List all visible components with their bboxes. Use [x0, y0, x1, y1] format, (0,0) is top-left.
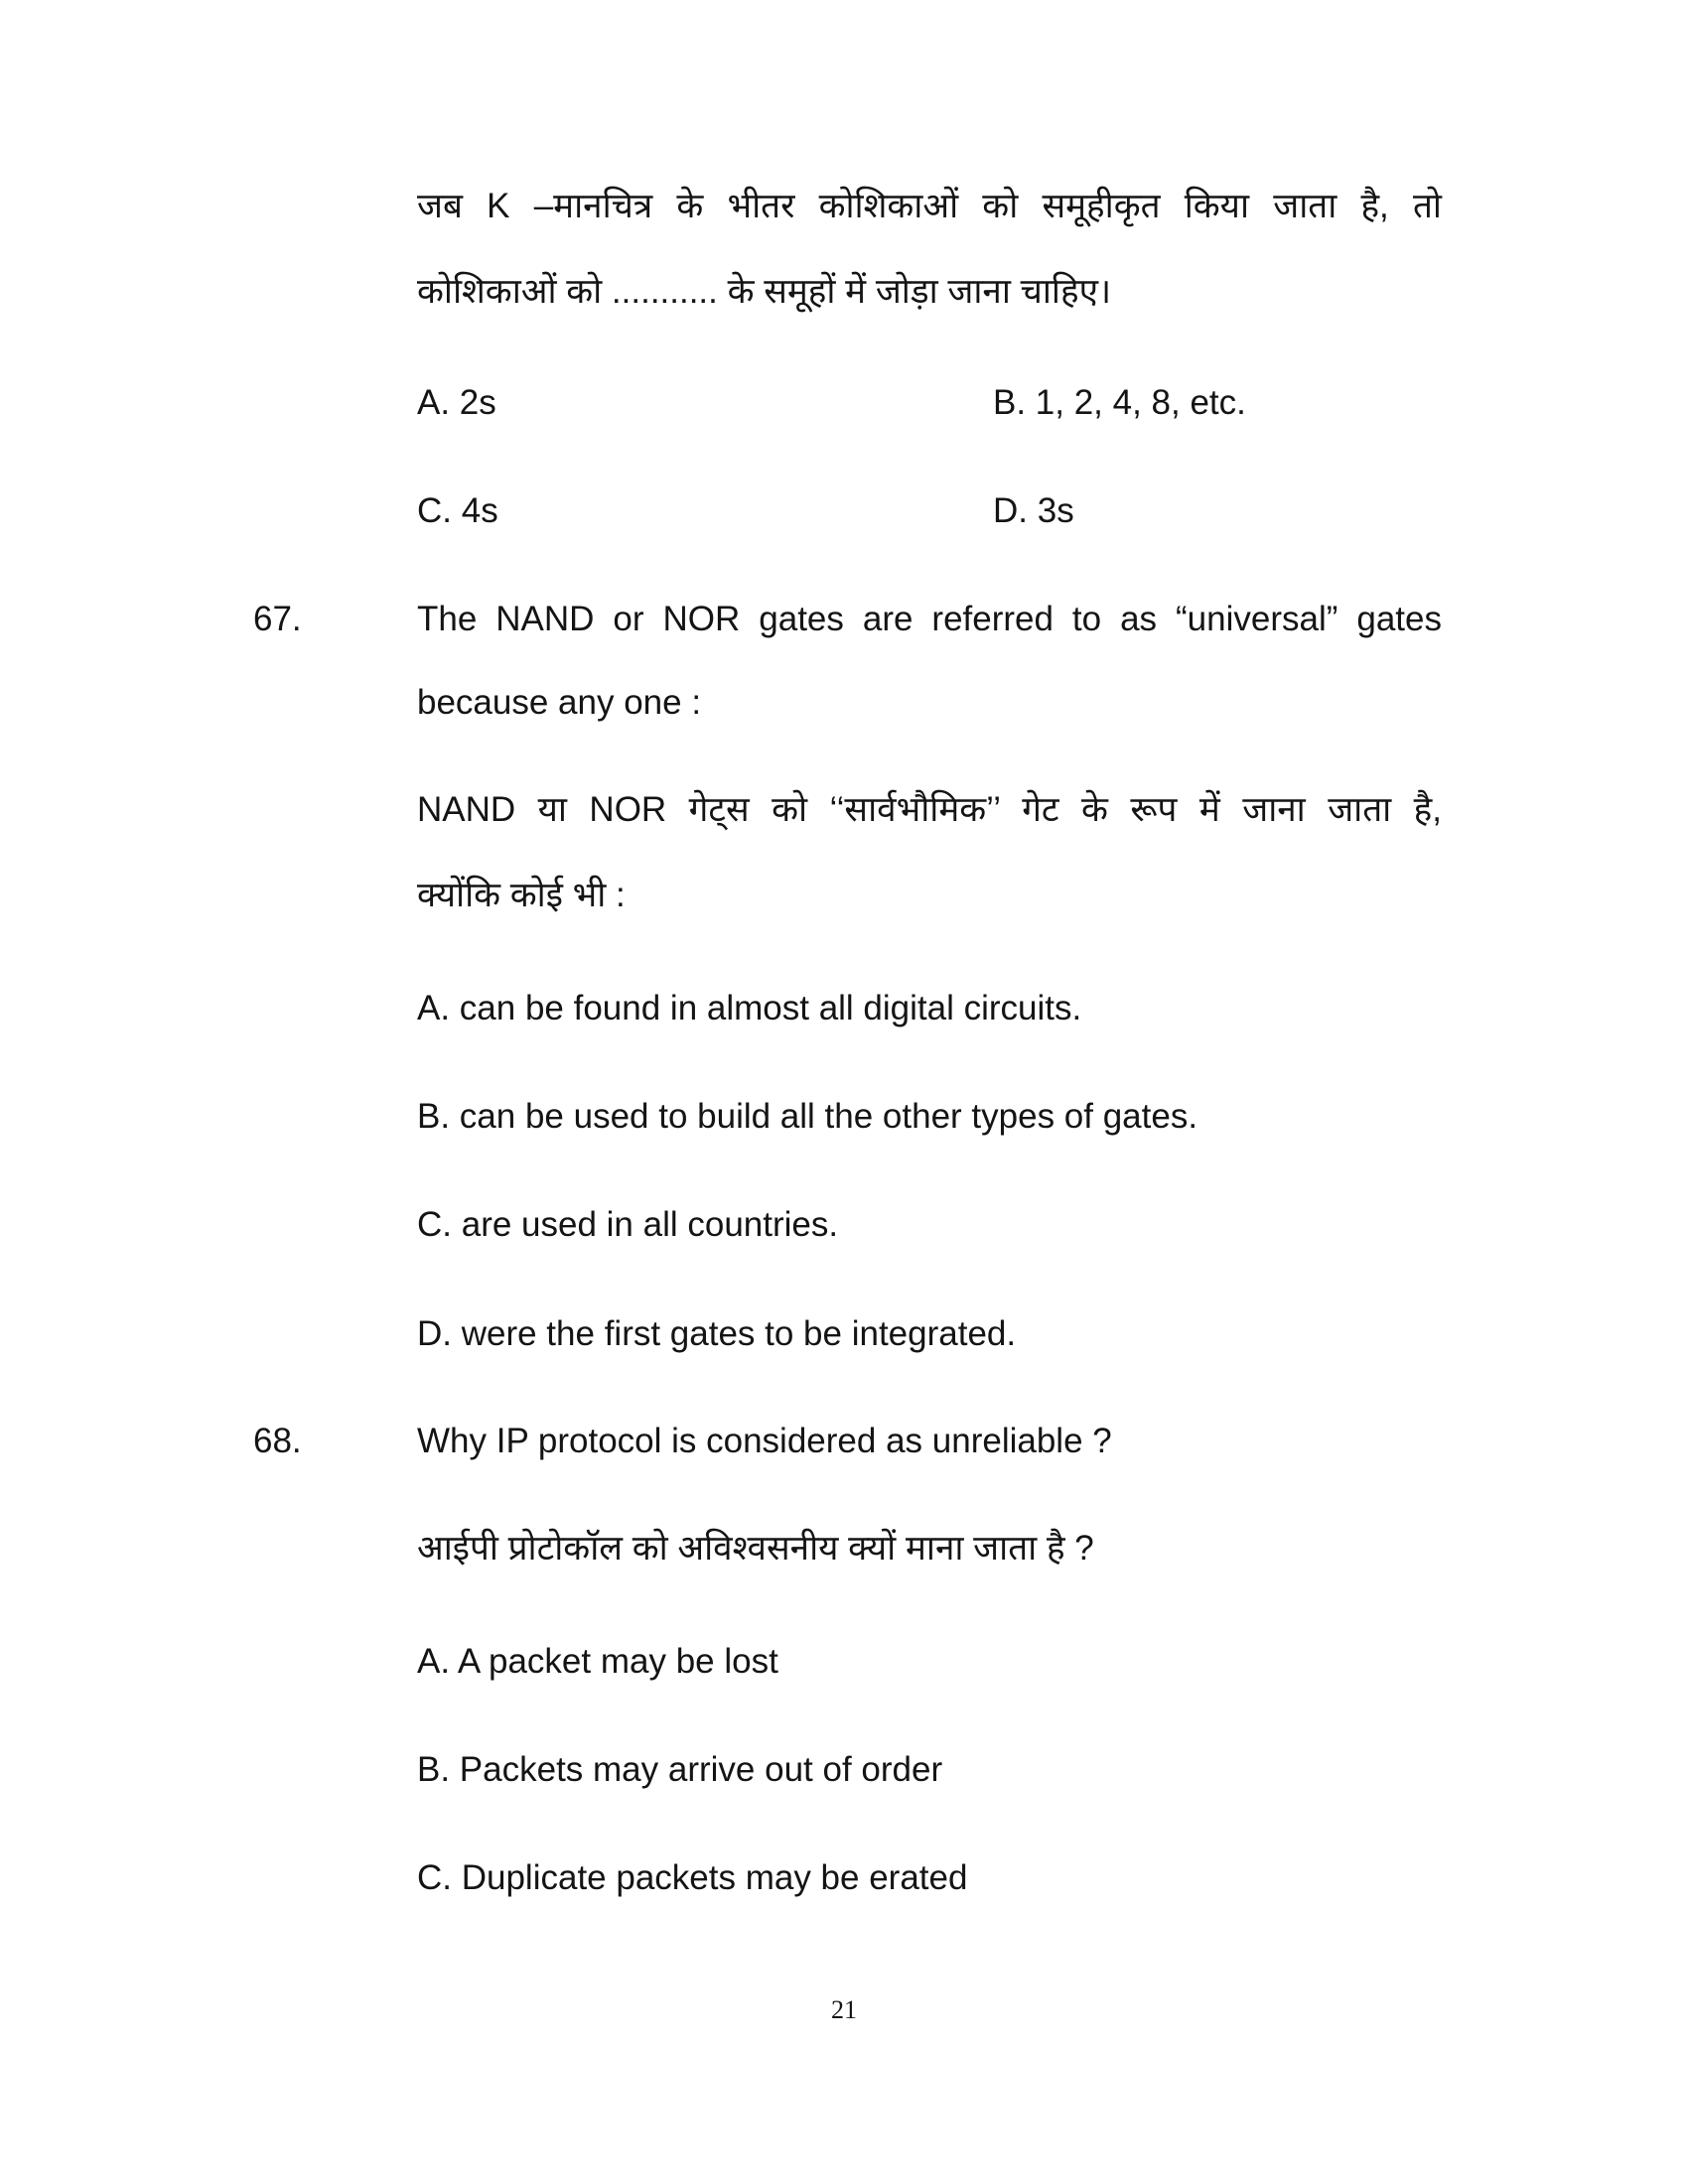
q68-option-a: A. A packet may be lost [417, 1642, 778, 1681]
q68-hindi: आईपी प्रोटोकॉल को अविश्वसनीय क्यों माना जाता है ? [417, 1529, 1094, 1568]
q67-option-c: C. are used in all countries. [417, 1205, 839, 1244]
q67-option-b: B. can be used to build all the other types of gates. [417, 1097, 1198, 1136]
q68-option-c: C. Duplicate packets may be erated [417, 1858, 968, 1897]
q68-option-b: B. Packets may arrive out of order [417, 1750, 943, 1789]
q66-hindi-line-1: जब K –मानचित्र के भीतर कोशिकाओं को समूहीकृत किया जाता है, तो [417, 187, 1442, 225]
q67-option-a: A. can be found in almost all digital circuits. [417, 989, 1082, 1027]
q67-hindi-line-2: क्योंकि कोई भी : [417, 876, 626, 914]
q66-hindi-line-2: कोशिकाओं को ........... के समूहों में जोड़ा जाना चाहिए। [417, 272, 1112, 311]
q67-hindi-line-1: NAND या NOR गेट्स को ‘‘सार्वभौमिक’’ गेट के रूप में जाना जाता है, [417, 790, 1442, 829]
page-number: 21 [831, 1995, 857, 2024]
q66-option-d: D. 3s [993, 491, 1074, 530]
q66-option-b: B. 1, 2, 4, 8, etc. [993, 383, 1246, 422]
q68-number: 68. [253, 1422, 302, 1460]
q66-option-a: A. 2s [417, 383, 496, 422]
q66-option-c: C. 4s [417, 491, 498, 530]
q67-english-line-2: because any one : [417, 683, 702, 722]
q67-english-line-1: The NAND or NOR gates are referred to as “universal” gates [417, 600, 1442, 638]
q67-option-d: D. were the first gates to be integrated. [417, 1314, 1017, 1353]
q68-english: Why IP protocol is considered as unreliable ? [417, 1422, 1112, 1460]
q67-number: 67. [253, 600, 302, 638]
